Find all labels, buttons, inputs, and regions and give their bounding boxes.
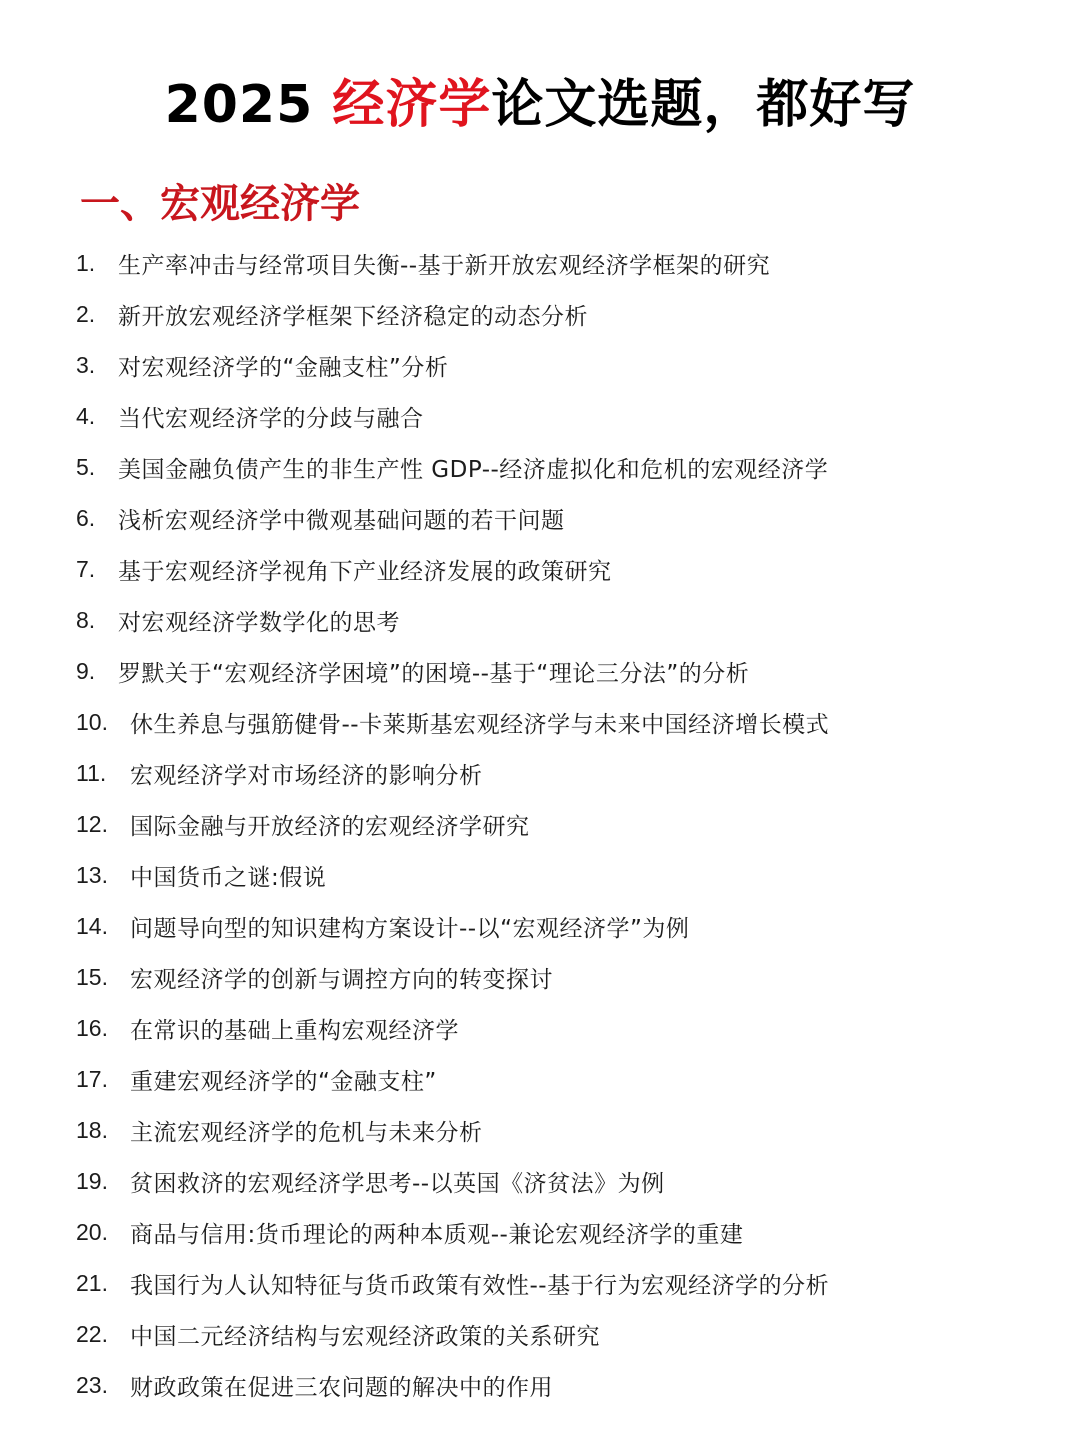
topic-text: 国际金融与开放经济的宏观经济学研究 <box>130 814 530 840</box>
topic-item <box>76 850 1056 901</box>
topic-item <box>76 697 1056 748</box>
topic-number: 18. <box>76 1117 108 1143</box>
topic-item <box>76 442 1056 493</box>
topic-text: 美国金融负债产生的非生产性 GDP--经济虚拟化和危机的宏观经济学 <box>118 457 829 483</box>
topic-number: 19. <box>76 1168 108 1194</box>
topic-item <box>76 952 1056 1003</box>
topic-text: 财政政策在促进三农问题的解决中的作用 <box>130 1375 553 1401</box>
topic-text: 主流宏观经济学的危机与未来分析 <box>130 1120 483 1146</box>
topic-text: 对宏观经济学数学化的思考 <box>118 610 400 636</box>
topic-text: 罗默关于“宏观经济学困境”的困境--基于“理论三分法”的分析 <box>118 661 750 687</box>
topic-item <box>76 595 1056 646</box>
topic-text: 当代宏观经济学的分歧与融合 <box>118 406 424 432</box>
topic-number: 15. <box>76 964 108 990</box>
topic-item <box>76 544 1056 595</box>
topic-text: 中国二元经济结构与宏观经济政策的关系研究 <box>130 1324 600 1350</box>
topic-number: 16. <box>76 1015 108 1041</box>
topic-number: 12. <box>76 811 108 837</box>
title-highlight: 经济学 <box>332 75 492 135</box>
topic-item <box>76 238 1056 289</box>
topic-number: 23. <box>76 1372 108 1398</box>
title-suffix: 论文选题，都好写 <box>491 75 916 135</box>
topic-number: 11. <box>76 760 107 786</box>
topic-item <box>76 391 1056 442</box>
topic-item <box>76 1207 1056 1258</box>
topic-number: 3. <box>76 352 96 378</box>
page-title <box>0 70 1080 140</box>
topic-number: 10. <box>76 709 108 735</box>
topic-number: 1. <box>76 250 96 276</box>
topic-text: 商品与信用:货币理论的两种本质观--兼论宏观经济学的重建 <box>130 1222 744 1248</box>
topic-text: 贫困救济的宏观经济学思考--以英国《济贫法》为例 <box>130 1171 665 1197</box>
topic-text: 新开放宏观经济学框架下经济稳定的动态分析 <box>118 304 588 330</box>
topic-number: 6. <box>76 505 96 531</box>
topic-text: 中国货币之谜:假说 <box>130 865 327 891</box>
topic-text: 对宏观经济学的“金融支柱”分析 <box>118 355 449 381</box>
topic-text: 宏观经济学的创新与调控方向的转变探讨 <box>130 967 553 993</box>
topic-number: 7. <box>76 556 96 582</box>
topic-item <box>76 493 1056 544</box>
topic-text: 重建宏观经济学的“金融支柱” <box>130 1069 437 1095</box>
topic-item <box>76 748 1056 799</box>
section-heading: 一、宏观经济学 <box>80 180 360 227</box>
topic-number: 21. <box>76 1270 108 1296</box>
topic-text: 问题导向型的知识建构方案设计--以“宏观经济学”为例 <box>130 916 690 942</box>
topic-text: 宏观经济学对市场经济的影响分析 <box>130 763 483 789</box>
topic-item <box>76 340 1056 391</box>
topic-number: 14. <box>76 913 108 939</box>
topic-item <box>76 646 1056 697</box>
topic-item <box>76 1003 1056 1054</box>
topic-item <box>76 799 1056 850</box>
topic-item <box>76 1309 1056 1360</box>
topic-item <box>76 289 1056 340</box>
topic-text: 休生养息与强筋健骨--卡莱斯基宏观经济学与未来中国经济增长模式 <box>130 712 830 738</box>
topic-text: 基于宏观经济学视角下产业经济发展的政策研究 <box>118 559 612 585</box>
topic-item <box>76 1054 1056 1105</box>
title-year: 2025 <box>164 75 333 135</box>
topic-number: 17. <box>76 1066 108 1092</box>
topic-number: 22. <box>76 1321 108 1347</box>
topic-item <box>76 1258 1056 1309</box>
topic-text: 我国行为人认知特征与货币政策有效性--基于行为宏观经济学的分析 <box>130 1273 830 1299</box>
topic-text: 浅析宏观经济学中微观基础问题的若干问题 <box>118 508 565 534</box>
topic-item <box>76 901 1056 952</box>
topic-item <box>76 1360 1056 1411</box>
topic-number: 4. <box>76 403 96 429</box>
topic-number: 8. <box>76 607 96 633</box>
topic-list <box>76 238 1056 1411</box>
topic-number: 13. <box>76 862 108 888</box>
topic-text: 生产率冲击与经常项目失衡--基于新开放宏观经济学框架的研究 <box>118 253 771 279</box>
topic-number: 5. <box>76 454 96 480</box>
topic-number: 9. <box>76 658 96 684</box>
topic-item <box>76 1105 1056 1156</box>
topic-number: 20. <box>76 1219 108 1245</box>
topic-item <box>76 1156 1056 1207</box>
topic-number: 2. <box>76 301 96 327</box>
topic-text: 在常识的基础上重构宏观经济学 <box>130 1018 459 1044</box>
